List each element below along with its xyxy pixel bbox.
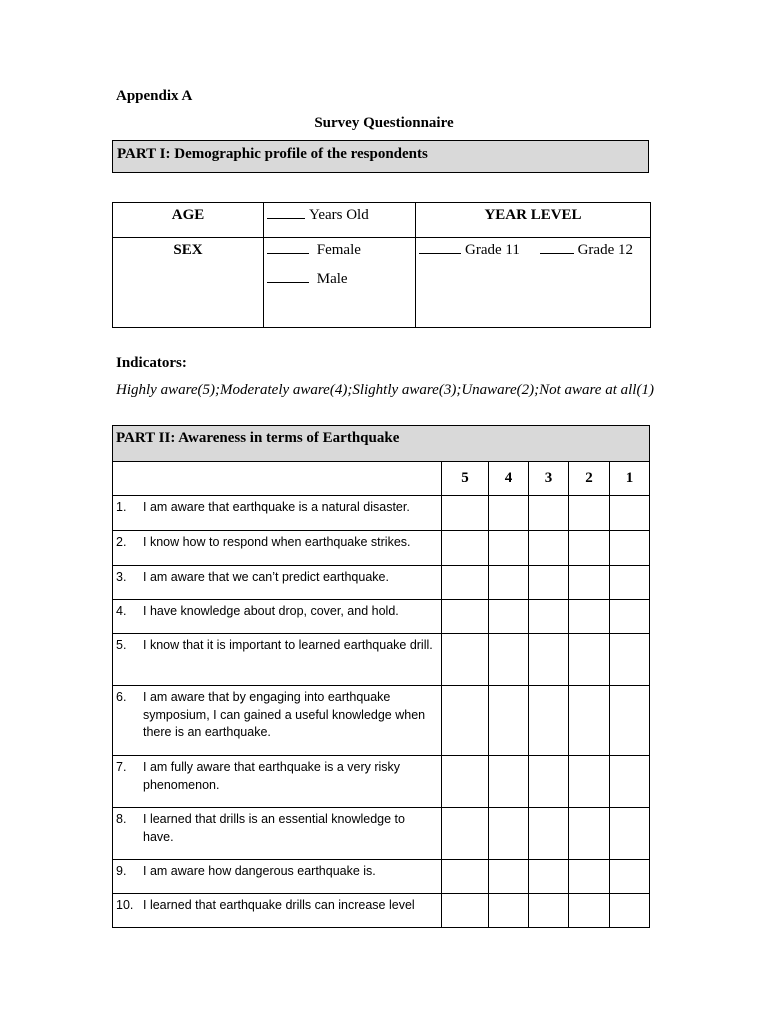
rating-cell-1[interactable] — [610, 894, 650, 928]
sex-option-label: Female — [316, 242, 361, 258]
rating-cell-5[interactable] — [442, 686, 489, 756]
item-statement: I am fully aware that earthquake is a very risky phenomenon. — [143, 760, 401, 792]
table-row — [113, 566, 650, 600]
awareness-table — [112, 425, 650, 928]
grade12-blank[interactable] — [540, 252, 574, 254]
rating-cell-5[interactable] — [442, 894, 489, 928]
rating-cell-2[interactable] — [569, 756, 610, 808]
sex-option-male — [267, 265, 415, 294]
part1-heading-box — [112, 140, 649, 173]
demographic-table — [112, 202, 651, 328]
scale-header-5: 5 — [442, 462, 489, 496]
item-statement: I am aware that we can’t predict earthquake. — [143, 570, 389, 584]
sex-option-label: Male — [316, 271, 348, 287]
table-row — [113, 808, 650, 860]
rating-cell-4[interactable] — [489, 894, 529, 928]
rating-cell-2[interactable] — [569, 634, 610, 686]
item-number: 2. — [116, 535, 127, 549]
year-level-label: YEAR LEVEL — [484, 207, 582, 223]
item-statement-cell — [113, 756, 442, 808]
grade11-blank[interactable] — [419, 252, 461, 254]
table-row — [113, 894, 650, 928]
item-statement-cell — [113, 860, 442, 894]
rating-cell-1[interactable] — [610, 566, 650, 600]
rating-cell-5[interactable] — [442, 531, 489, 566]
rating-cell-3[interactable] — [529, 600, 569, 634]
rating-cell-3[interactable] — [529, 860, 569, 894]
item-statement-cell — [113, 531, 442, 566]
female-blank[interactable] — [267, 252, 309, 254]
item-statement-cell — [113, 686, 442, 756]
part2-heading-cell — [113, 426, 650, 462]
rating-cell-2[interactable] — [569, 808, 610, 860]
scale-header-1: 1 — [610, 462, 650, 496]
rating-cell-3[interactable] — [529, 496, 569, 531]
item-statement-cell — [113, 600, 442, 634]
year-level-cell — [416, 203, 651, 238]
sex-cell — [113, 238, 264, 328]
age-unit: Years Old — [309, 207, 369, 223]
rating-cell-3[interactable] — [529, 756, 569, 808]
grade-option-11: Grade 11 — [465, 242, 520, 258]
appendix-label: Appendix A — [116, 88, 193, 104]
item-statement: I learned that drills is an essential knowledge to have. — [143, 812, 405, 844]
male-blank[interactable] — [267, 281, 309, 283]
item-statement: I am aware that earthquake is a natural disaster. — [143, 500, 410, 514]
item-statement-cell — [113, 634, 442, 686]
rating-cell-2[interactable] — [569, 600, 610, 634]
item-statement: I am aware that by engaging into earthquake symposium, I can gained a useful knowledge when there is an earthquake. — [143, 690, 426, 739]
item-number: 8. — [116, 812, 127, 826]
rating-cell-1[interactable] — [610, 686, 650, 756]
scale-header-row — [113, 462, 650, 496]
table-row — [113, 756, 650, 808]
item-statement: I am aware how dangerous earthquake is. — [143, 864, 376, 878]
item-number: 7. — [116, 760, 127, 774]
rating-cell-5[interactable] — [442, 860, 489, 894]
rating-cell-3[interactable] — [529, 634, 569, 686]
rating-cell-2[interactable] — [569, 894, 610, 928]
item-statement: I know how to respond when earthquake strikes. — [143, 535, 411, 549]
part1-heading: PART I: Demographic profile of the respondents — [117, 146, 428, 162]
rating-cell-1[interactable] — [610, 634, 650, 686]
rating-cell-4[interactable] — [489, 756, 529, 808]
item-number: 4. — [116, 604, 127, 618]
rating-cell-2[interactable] — [569, 860, 610, 894]
rating-cell-5[interactable] — [442, 634, 489, 686]
item-number: 9. — [116, 864, 127, 878]
rating-cell-5[interactable] — [442, 566, 489, 600]
rating-cell-4[interactable] — [489, 686, 529, 756]
sex-option-female — [267, 236, 415, 265]
rating-cell-5[interactable] — [442, 808, 489, 860]
page-title: Survey Questionnaire — [314, 115, 454, 131]
rating-cell-2[interactable] — [569, 686, 610, 756]
item-statement: I have knowledge about drop, cover, and hold. — [143, 604, 399, 618]
rating-cell-3[interactable] — [529, 531, 569, 566]
table-row — [113, 531, 650, 566]
age-blank[interactable] — [267, 217, 305, 219]
age-cell — [113, 203, 264, 238]
rating-cell-2[interactable] — [569, 531, 610, 566]
item-number: 10. — [116, 898, 134, 912]
rating-cell-1[interactable] — [610, 531, 650, 566]
rating-cell-5[interactable] — [442, 600, 489, 634]
rating-cell-1[interactable] — [610, 496, 650, 531]
rating-cell-3[interactable] — [529, 566, 569, 600]
indicators-legend: Highly aware(5);Moderately aware(4);Slightly aware(3);Unaware(2);Not aware at all(1) — [116, 382, 654, 398]
item-statement: I know that it is important to learned earthquake drill. — [143, 638, 433, 652]
table-row — [113, 496, 650, 531]
grade-options-cell — [416, 238, 651, 328]
scale-header-3: 3 — [529, 462, 569, 496]
rating-cell-4[interactable] — [489, 566, 529, 600]
scale-header-blank — [113, 462, 442, 496]
part2-heading: PART II: Awareness in terms of Earthquake — [116, 430, 400, 446]
rating-cell-4[interactable] — [489, 531, 529, 566]
item-number: 5. — [116, 638, 127, 652]
rating-cell-1[interactable] — [610, 808, 650, 860]
item-statement-cell — [113, 808, 442, 860]
rating-cell-4[interactable] — [489, 634, 529, 686]
rating-cell-4[interactable] — [489, 860, 529, 894]
rating-cell-4[interactable] — [489, 600, 529, 634]
table-row — [113, 634, 650, 686]
rating-cell-3[interactable] — [529, 808, 569, 860]
table-row — [113, 686, 650, 756]
rating-cell-3[interactable] — [529, 894, 569, 928]
item-number: 3. — [116, 570, 127, 584]
scale-header-4: 4 — [489, 462, 529, 496]
scale-header-2: 2 — [569, 462, 610, 496]
rating-cell-1[interactable] — [610, 756, 650, 808]
rating-cell-5[interactable] — [442, 756, 489, 808]
item-number: 6. — [116, 690, 127, 704]
item-statement: I learned that earthquake drills can increase level — [143, 898, 415, 912]
sex-options-cell — [264, 238, 416, 328]
rating-cell-1[interactable] — [610, 600, 650, 634]
rating-cell-3[interactable] — [529, 686, 569, 756]
sex-label: SEX — [173, 242, 203, 258]
indicators-label: Indicators: — [116, 355, 187, 371]
item-statement-cell — [113, 566, 442, 600]
table-row — [113, 860, 650, 894]
item-number: 1. — [116, 500, 127, 514]
item-statement-cell — [113, 496, 442, 531]
rating-cell-4[interactable] — [489, 496, 529, 531]
item-statement-cell — [113, 894, 442, 928]
rating-cell-2[interactable] — [569, 496, 610, 531]
table-row — [113, 600, 650, 634]
age-label: AGE — [171, 207, 205, 223]
rating-cell-1[interactable] — [610, 860, 650, 894]
rating-cell-5[interactable] — [442, 496, 489, 531]
grade-option-12: Grade 12 — [577, 242, 633, 258]
rating-cell-4[interactable] — [489, 808, 529, 860]
rating-cell-2[interactable] — [569, 566, 610, 600]
